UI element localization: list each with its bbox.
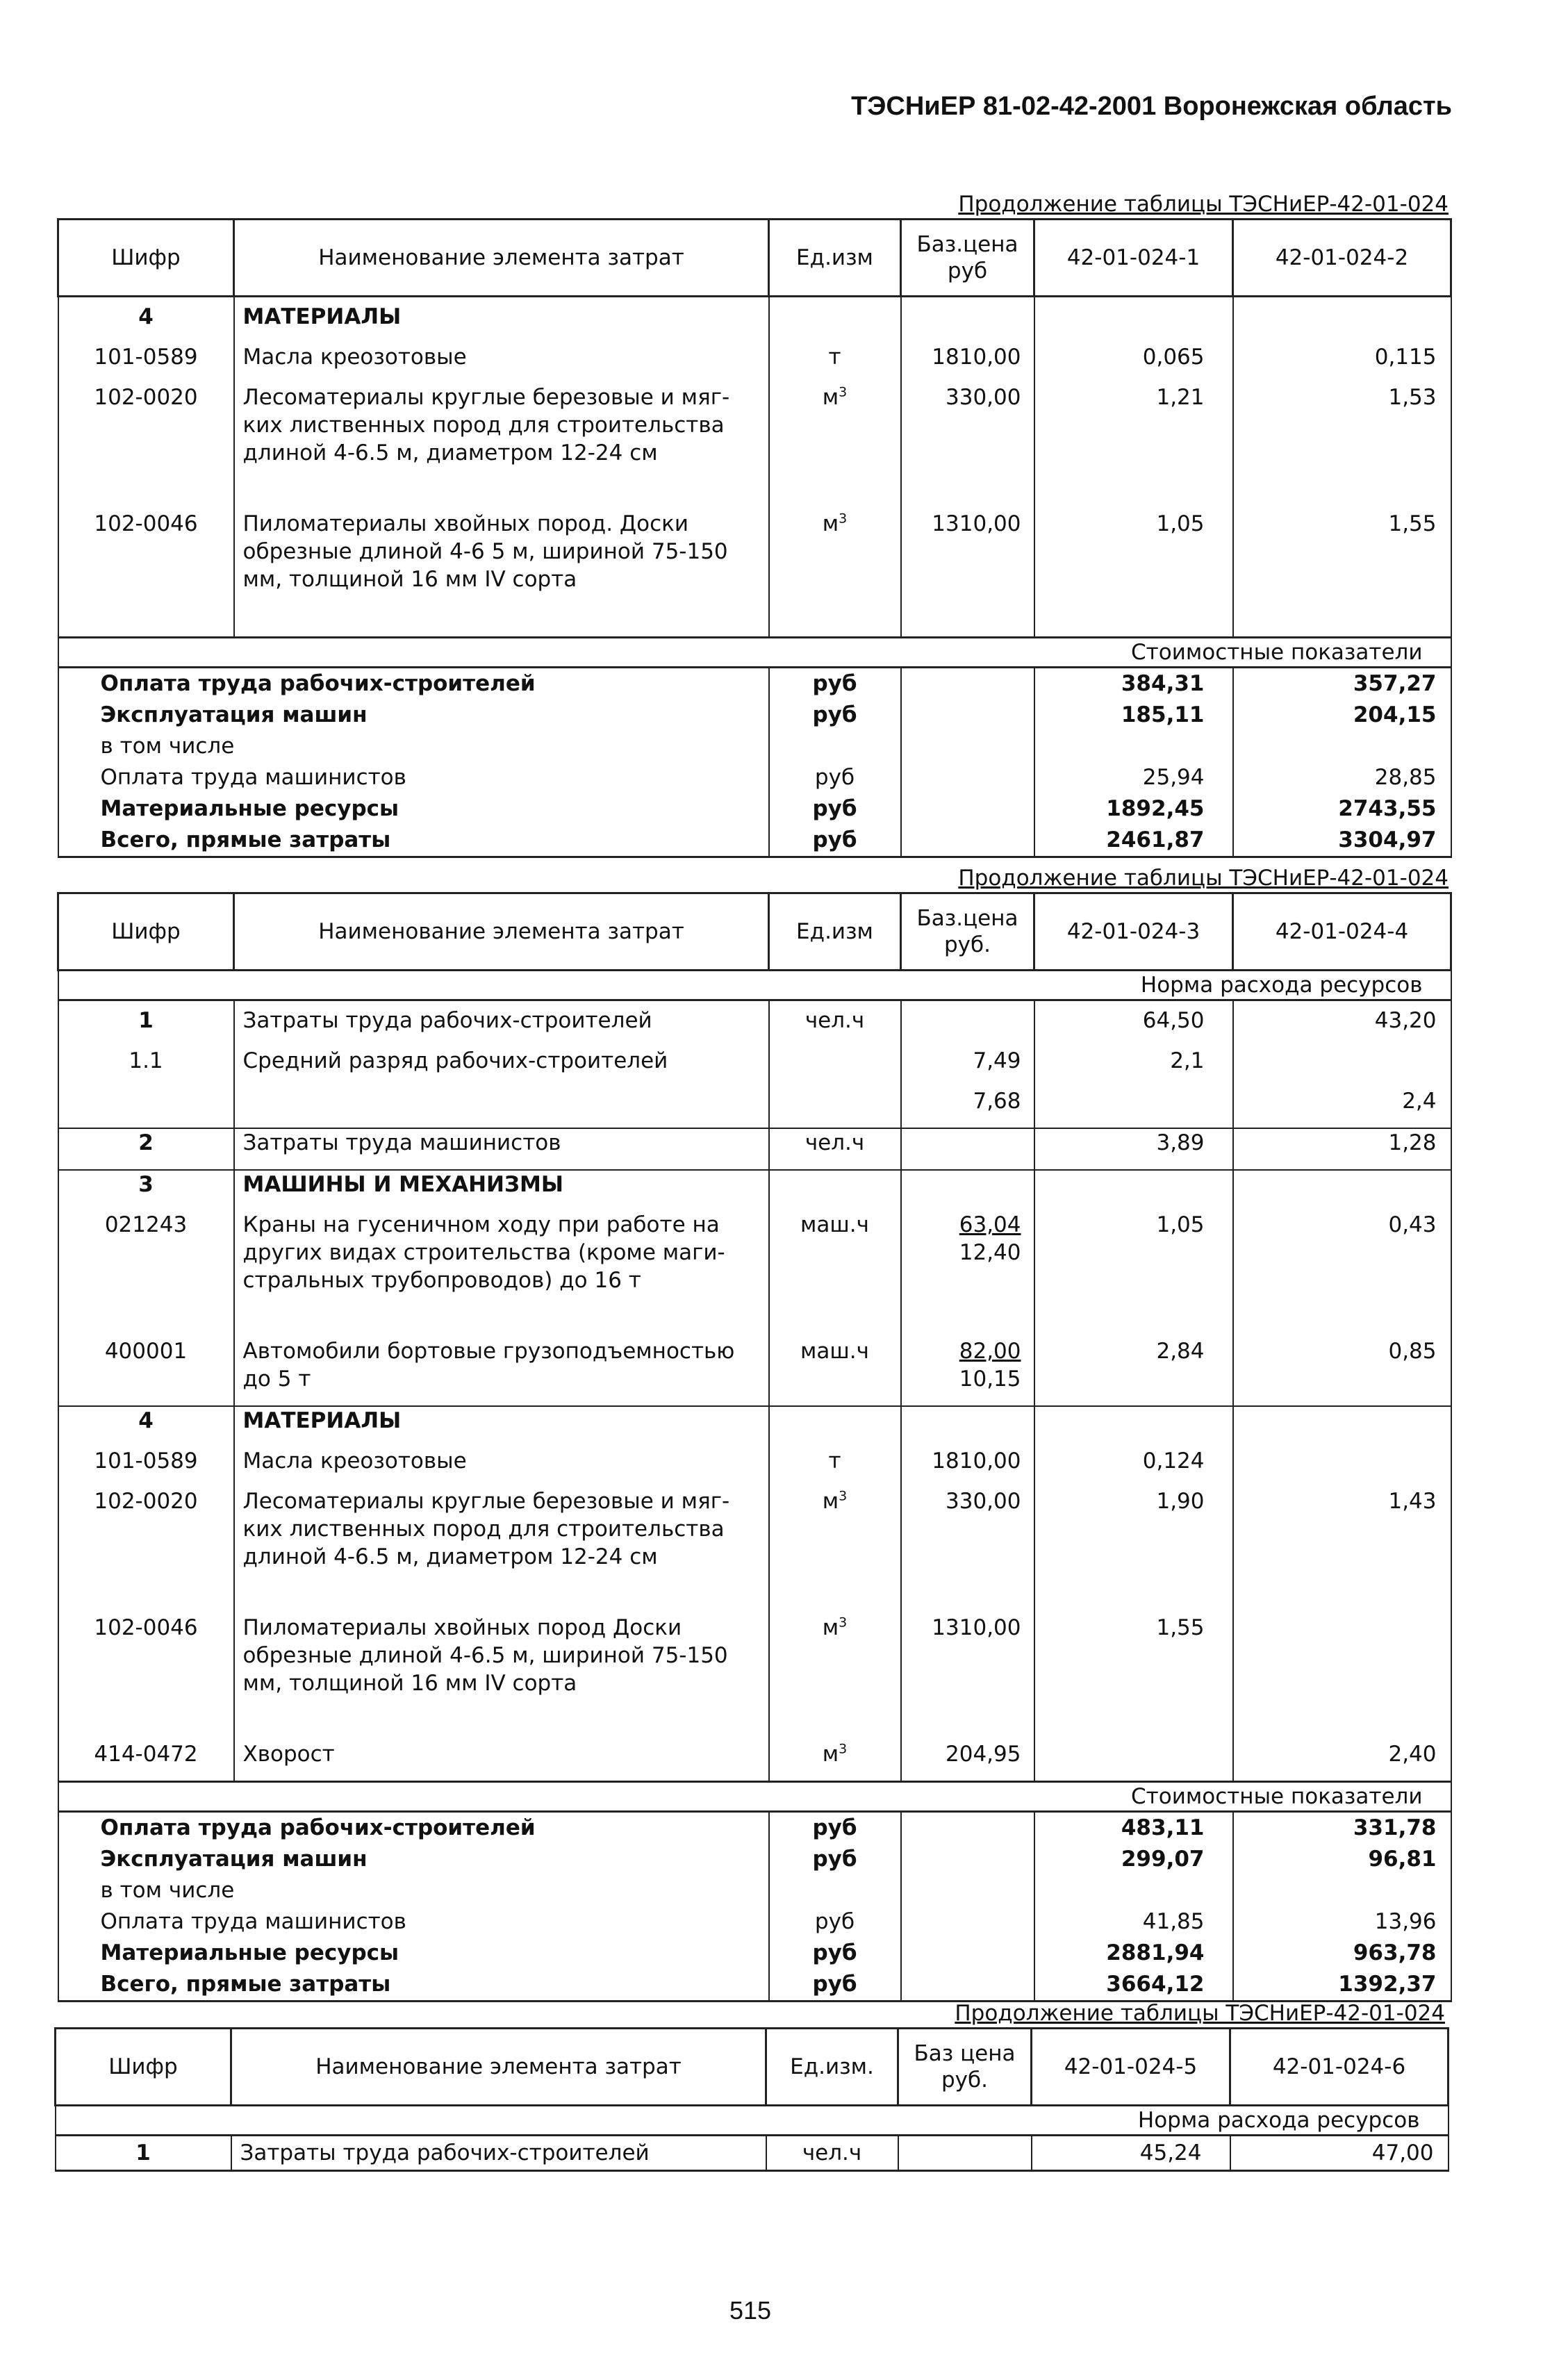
summary-unit: руб (769, 1812, 901, 1845)
summary-empty (901, 1938, 1034, 1969)
row-unit: маш.ч (769, 1211, 901, 1337)
summary-label: Всего, прямые затраты (58, 825, 769, 857)
table-row (58, 510, 1451, 638)
row-value-1: 2,1 (1034, 1047, 1233, 1087)
cost-caption-row (58, 1782, 1451, 1812)
summary-value-2 (1233, 731, 1451, 762)
row-name: Лесоматериалы круглые березовые и мяг-ких лиственных пород для строительства длиной 4-6.5 м, диаметром 12-24 см (234, 383, 769, 510)
row-value-2: 0,115 (1233, 343, 1451, 383)
summary-label: Оплата труда машинистов (58, 762, 769, 793)
row-price-value: 1810,00 (932, 1449, 1021, 1474)
row-price (901, 1487, 1034, 1614)
table-row (58, 1740, 1451, 1782)
row-name (234, 1087, 769, 1128)
summary-value-1 (1034, 731, 1233, 762)
row-name: Пиломатериалы хвойных пород. Доски обрезные длиной 4-6 5 м, шириной 75-150 мм, толщиной 16 мм IV сорта (234, 510, 769, 638)
row-value-1: 1,05 (1034, 510, 1233, 638)
summary-value-1: 384,31 (1034, 668, 1233, 700)
row-code: 2 (58, 1128, 234, 1170)
summary-value-2 (1233, 1875, 1451, 1906)
summary-value-2: 1392,37 (1233, 1969, 1451, 2002)
column-header: Ед.изм (769, 893, 901, 971)
row-name: Средний разряд рабочих-строителей (234, 1047, 769, 1087)
row-code: 102-0046 (58, 510, 234, 638)
cost-caption: Стоимостные показатели (58, 638, 1451, 668)
row-value-2: 47,00 (1230, 2136, 1449, 2171)
table-row (58, 1047, 1451, 1087)
row-price (898, 2136, 1032, 2171)
row-name: МАШИНЫ И МЕХАНИЗМЫ (234, 1170, 769, 1211)
summary-value-1: 25,94 (1034, 762, 1233, 793)
row-value-2: 1,53 (1233, 383, 1451, 510)
row-value-1: 1,21 (1034, 383, 1233, 510)
row-price (901, 1337, 1034, 1406)
resource-table-3 (54, 2027, 1449, 2172)
row-price-value: 204,95 (946, 1742, 1021, 1767)
column-header: 42-01-024-1 (1034, 220, 1233, 297)
summary-value-2: 331,78 (1233, 1812, 1451, 1845)
row-value-1: 2,84 (1034, 1337, 1233, 1406)
row-unit (769, 1087, 901, 1128)
summary-row (58, 1969, 1451, 2002)
row-unit: $м^3$ (769, 1740, 901, 1782)
summary-row (58, 1812, 1451, 1845)
summary-value-1: 483,11 (1034, 1812, 1233, 1845)
table-row (58, 297, 1451, 344)
summary-label: Эксплуатация машин (58, 700, 769, 731)
column-header: 42-01-024-4 (1233, 893, 1451, 971)
row-price-value: 330,00 (946, 1489, 1021, 1514)
summary-value-2: 357,27 (1233, 668, 1451, 700)
summary-row (58, 825, 1451, 857)
row-price (901, 1087, 1034, 1128)
row-price-value: 7,68 (973, 1089, 1021, 1114)
summary-empty (901, 762, 1034, 793)
summary-value-2: 963,78 (1233, 1938, 1451, 1969)
row-value-2: 0,43 (1233, 1211, 1451, 1337)
summary-label: Всего, прямые затраты (58, 1969, 769, 2002)
row-value-1 (1034, 1087, 1233, 1128)
row-code: 4 (58, 1406, 234, 1447)
row-value-1: 45,24 (1032, 2136, 1230, 2171)
row-value-2: 1,43 (1233, 1487, 1451, 1614)
summary-value-2: 13,96 (1233, 1906, 1451, 1938)
row-price (901, 1170, 1034, 1211)
row-value-1: 1,90 (1034, 1487, 1233, 1614)
row-value-1: 1,55 (1034, 1614, 1233, 1740)
row-value-2: 1,28 (1233, 1128, 1451, 1170)
summary-value-1: 3664,12 (1034, 1969, 1233, 2002)
summary-label: в том числе (58, 731, 769, 762)
summary-label: Оплата труда рабочих-строителей (58, 1812, 769, 1845)
row-value-2: 2,4 (1233, 1087, 1451, 1128)
table-row (58, 1447, 1451, 1487)
summary-value-2: 3304,97 (1233, 825, 1451, 857)
row-value-1 (1034, 1170, 1233, 1211)
summary-value-2: 2743,55 (1233, 793, 1451, 825)
row-price-secondary: 12,40 (959, 1240, 1021, 1265)
row-unit: $м^3$ (769, 510, 901, 638)
summary-unit: руб (769, 762, 901, 793)
row-price-value: 1810,00 (932, 345, 1021, 370)
row-value-2 (1233, 1170, 1451, 1211)
row-value-2: 43,20 (1233, 1000, 1451, 1048)
row-unit: т (769, 1447, 901, 1487)
summary-value-1: 299,07 (1034, 1844, 1233, 1875)
row-unit: $м^3$ (769, 1487, 901, 1614)
summary-empty (901, 1906, 1034, 1938)
row-name: Лесоматериалы круглые березовые и мяг-ких лиственных пород для строительства длиной 4-6.5 м, диаметром 12-24 см (234, 1487, 769, 1614)
page-number: 515 (729, 2296, 772, 2325)
row-value-1: 1,05 (1034, 1211, 1233, 1337)
column-header: 42-01-024-5 (1032, 2029, 1230, 2106)
summary-label: Оплата труда рабочих-строителей (58, 668, 769, 700)
summary-empty (901, 1844, 1034, 1875)
row-price (901, 1211, 1034, 1337)
row-price-value: 63,04 (959, 1212, 1021, 1237)
summary-empty (901, 1812, 1034, 1845)
row-price-value: 330,00 (946, 385, 1021, 410)
summary-row (58, 1906, 1451, 1938)
row-price (901, 1128, 1034, 1170)
row-name: Краны на гусеничном ходу при работе на других видах строительства (кроме маги-стральных трубопроводов) до 16 т (234, 1211, 769, 1337)
table-2-continuation: Продолжение таблицы ТЭСНиЕР-42-01-024 (958, 866, 1449, 891)
summary-value-1 (1034, 1875, 1233, 1906)
table-row (58, 1337, 1451, 1406)
row-code: 1 (58, 1000, 234, 1048)
norm-caption: Норма расхода ресурсов (56, 2106, 1449, 2136)
table-row (58, 1000, 1451, 1048)
row-name: Автомобили бортовые грузоподъемностью до 5 т (234, 1337, 769, 1406)
row-value-2 (1233, 1047, 1451, 1087)
resource-table-2 (57, 892, 1452, 2002)
row-code: 400001 (58, 1337, 234, 1406)
summary-label: Материальные ресурсы (58, 793, 769, 825)
summary-unit (769, 1875, 901, 1906)
summary-unit: руб (769, 700, 901, 731)
table-header-row (58, 893, 1451, 971)
row-price-value: 1310,00 (932, 511, 1021, 536)
row-unit: чел.ч (769, 1000, 901, 1048)
row-code: 101-0589 (58, 343, 234, 383)
column-header: Баз.цена руб. (901, 893, 1034, 971)
row-price-secondary: 10,15 (959, 1367, 1021, 1392)
row-unit: $м^3$ (769, 383, 901, 510)
row-name: Затраты труда машинистов (234, 1128, 769, 1170)
resource-table-1 (57, 218, 1452, 858)
row-price (901, 1614, 1034, 1740)
summary-row (58, 1938, 1451, 1969)
row-unit (769, 1170, 901, 1211)
summary-row (58, 731, 1451, 762)
column-header: Наименование элемента затрат (234, 893, 769, 971)
row-code: 102-0020 (58, 1487, 234, 1614)
row-value-1: 64,50 (1034, 1000, 1233, 1048)
row-value-2 (1233, 297, 1451, 344)
summary-empty (901, 700, 1034, 731)
norm-caption: Норма расхода ресурсов (58, 971, 1451, 1000)
column-header: Шифр (56, 2029, 231, 2106)
row-name: Масла креозотовые (234, 343, 769, 383)
column-header: 42-01-024-2 (1233, 220, 1451, 297)
table-row (58, 1614, 1451, 1740)
row-code: 414-0472 (58, 1740, 234, 1782)
summary-value-1: 2881,94 (1034, 1938, 1233, 1969)
column-header: Баз.цена руб (901, 220, 1034, 297)
row-code: 102-0046 (58, 1614, 234, 1740)
summary-label: Материальные ресурсы (58, 1938, 769, 1969)
column-header: Наименование элемента затрат (234, 220, 769, 297)
row-value-1 (1034, 1740, 1233, 1782)
summary-empty (901, 1875, 1034, 1906)
summary-row (58, 668, 1451, 700)
row-unit (769, 297, 901, 344)
row-price (901, 510, 1034, 638)
row-price (901, 383, 1034, 510)
table-row (56, 2136, 1449, 2171)
row-price (901, 1000, 1034, 1048)
row-unit: т (769, 343, 901, 383)
row-name: Хворост (234, 1740, 769, 1782)
row-value-2 (1233, 1614, 1451, 1740)
row-value-1 (1034, 1406, 1233, 1447)
summary-row (58, 762, 1451, 793)
row-code: 102-0020 (58, 383, 234, 510)
row-name: МАТЕРИАЛЫ (234, 1406, 769, 1447)
summary-unit: руб (769, 1906, 901, 1938)
row-price-value: 1310,00 (932, 1615, 1021, 1640)
row-value-2: 0,85 (1233, 1337, 1451, 1406)
row-price (901, 1447, 1034, 1487)
row-price-value: 7,49 (973, 1048, 1021, 1073)
column-header: Шифр (58, 220, 234, 297)
summary-value-1: 41,85 (1034, 1906, 1233, 1938)
summary-empty (901, 1969, 1034, 2002)
norm-caption-row (56, 2106, 1449, 2136)
summary-row (58, 793, 1451, 825)
table-1-continuation: Продолжение таблицы ТЭСНиЕР-42-01-024 (958, 192, 1449, 217)
row-name: Масла креозотовые (234, 1447, 769, 1487)
table-row (58, 1087, 1451, 1128)
row-unit: чел.ч (769, 1128, 901, 1170)
row-code: 3 (58, 1170, 234, 1211)
summary-unit: руб (769, 1969, 901, 2002)
table-header-row (56, 2029, 1449, 2106)
table-header-row (58, 220, 1451, 297)
row-unit: $м^3$ (769, 1614, 901, 1740)
column-header: Ед.изм (769, 220, 901, 297)
row-value-2 (1233, 1447, 1451, 1487)
summary-value-2: 28,85 (1233, 762, 1451, 793)
summary-empty (901, 825, 1034, 857)
page-header: ТЭСНиЕР 81-02-42-2001 Воронежская область (851, 92, 1452, 121)
summary-unit (769, 731, 901, 762)
summary-unit: руб (769, 825, 901, 857)
row-value-1: 0,124 (1034, 1447, 1233, 1487)
summary-unit: руб (769, 1844, 901, 1875)
row-name: Затраты труда рабочих-строителей (231, 2136, 766, 2171)
row-name: Пиломатериалы хвойных пород Доски обрезные длиной 4-6.5 м, шириной 75-150 мм, толщиной 16 мм IV сорта (234, 1614, 769, 1740)
summary-label: Эксплуатация машин (58, 1844, 769, 1875)
row-code: 4 (58, 297, 234, 344)
summary-value-1: 185,11 (1034, 700, 1233, 731)
summary-row (58, 700, 1451, 731)
row-code: 1 (56, 2136, 231, 2171)
summary-value-2: 96,81 (1233, 1844, 1451, 1875)
cost-caption: Стоимостные показатели (58, 1782, 1451, 1812)
row-unit (769, 1406, 901, 1447)
row-code: 101-0589 (58, 1447, 234, 1487)
summary-empty (901, 668, 1034, 700)
row-unit: чел.ч (766, 2136, 898, 2171)
row-code: 021243 (58, 1211, 234, 1337)
row-price (901, 1740, 1034, 1782)
cost-caption-row (58, 638, 1451, 668)
row-price (901, 297, 1034, 344)
summary-unit: руб (769, 668, 901, 700)
summary-unit: руб (769, 793, 901, 825)
column-header: 42-01-024-3 (1034, 893, 1233, 971)
summary-label: в том числе (58, 1875, 769, 1906)
row-value-1 (1034, 297, 1233, 344)
row-value-1: 0,065 (1034, 343, 1233, 383)
column-header: Баз цена руб. (898, 2029, 1032, 2106)
summary-value-1: 1892,45 (1034, 793, 1233, 825)
summary-empty (901, 793, 1034, 825)
table-row (58, 1211, 1451, 1337)
row-unit: маш.ч (769, 1337, 901, 1406)
summary-value-1: 2461,87 (1034, 825, 1233, 857)
norm-caption-row (58, 971, 1451, 1000)
table-row (58, 1170, 1451, 1211)
table-row (58, 1406, 1451, 1447)
table-row (58, 1487, 1451, 1614)
row-value-2: 2,40 (1233, 1740, 1451, 1782)
column-header: Ед.изм. (766, 2029, 898, 2106)
summary-unit: руб (769, 1938, 901, 1969)
column-header: Шифр (58, 893, 234, 971)
table-row (58, 1128, 1451, 1170)
row-price-value: 82,00 (959, 1339, 1021, 1364)
summary-label: Оплата труда машинистов (58, 1906, 769, 1938)
row-value-2: 1,55 (1233, 510, 1451, 638)
summary-value-2: 204,15 (1233, 700, 1451, 731)
summary-empty (901, 731, 1034, 762)
row-value-2 (1233, 1406, 1451, 1447)
summary-row (58, 1875, 1451, 1906)
column-header: Наименование элемента затрат (231, 2029, 766, 2106)
row-price (901, 1406, 1034, 1447)
column-header: 42-01-024-6 (1230, 2029, 1449, 2106)
table-row (58, 343, 1451, 383)
table-row (58, 383, 1451, 510)
row-name: Затраты труда рабочих-строителей (234, 1000, 769, 1048)
row-name: МАТЕРИАЛЫ (234, 297, 769, 344)
row-unit (769, 1047, 901, 1087)
summary-row (58, 1844, 1451, 1875)
row-code (58, 1087, 234, 1128)
table-3-continuation: Продолжение таблицы ТЭСНиЕР-42-01-024 (955, 2001, 1445, 2026)
row-code: 1.1 (58, 1047, 234, 1087)
row-price (901, 1047, 1034, 1087)
row-value-1: 3,89 (1034, 1128, 1233, 1170)
row-price (901, 343, 1034, 383)
